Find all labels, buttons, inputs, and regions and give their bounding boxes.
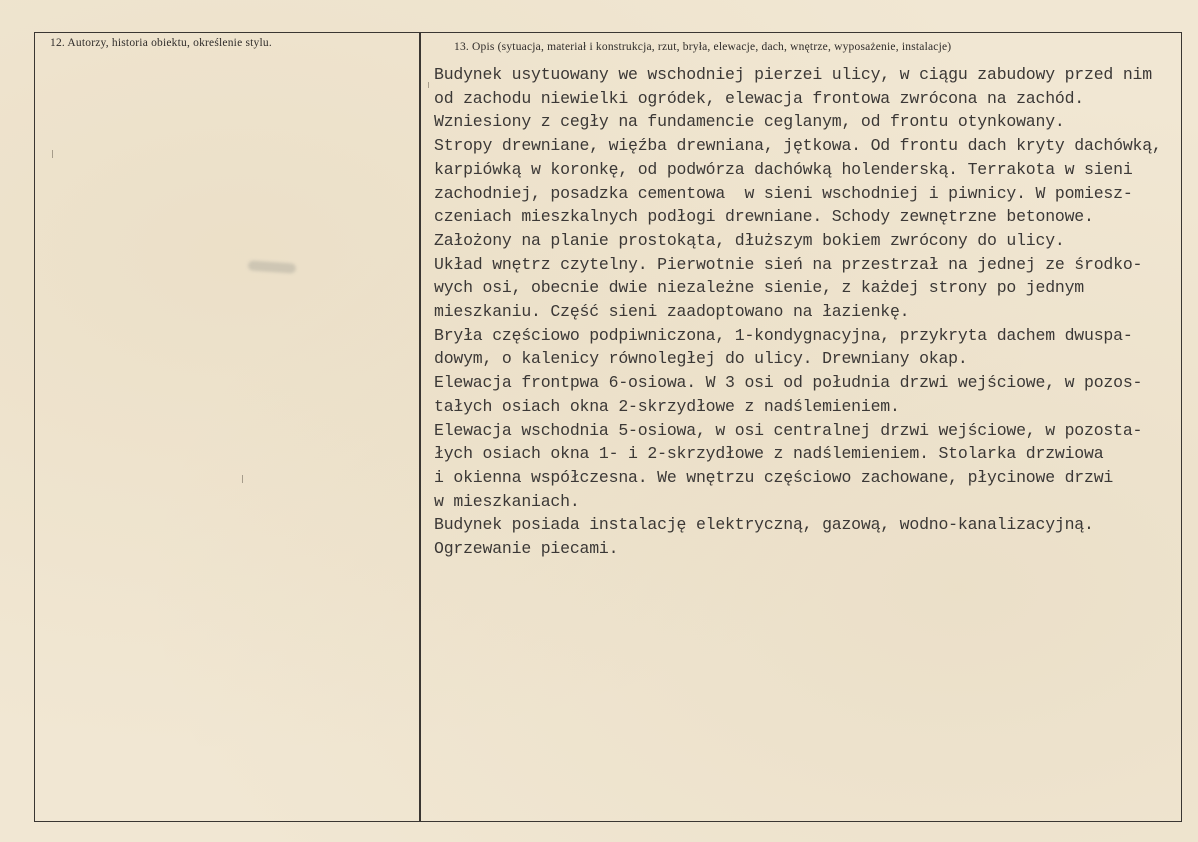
description-line: w mieszkaniach. (434, 491, 580, 511)
section-12-heading: 12. Autorzy, historia obiektu, określenie stylu. (50, 37, 272, 49)
description-line: tałych osiach okna 2-skrzydłowe z nadślemieniem. (434, 396, 900, 416)
description-line: czeniach mieszkalnych podłogi drewniane. Schody zewnętrzne betonowe. (434, 207, 1094, 227)
column-divider (419, 32, 421, 822)
description-line: wych osi, obecnie dwie niezależne sienie, z każdej strony po jednym (434, 278, 1085, 298)
paper-mark (428, 82, 429, 88)
description-line: Ogrzewanie piecami. (434, 539, 619, 559)
description-line: Bryła częściowo podpiwniczona, 1-kondygnacyjna, przykryta dachem dwuspa- (434, 325, 1133, 345)
description-line: od zachodu niewielki ogródek, elewacja frontowa zwrócona na zachód. (434, 88, 1085, 108)
description-line: łych osiach okna 1- i 2-skrzydłowe z nadślemieniem. Stolarka drzwiowa (434, 444, 1104, 464)
description-line: Budynek usytuowany we wschodniej pierzei ulicy, w ciągu zabudowy przed nim (434, 65, 1152, 84)
description-line: Elewacja wschodnia 5-osiowa, w osi centralnej drzwi wejściowe, w pozosta- (434, 420, 1143, 440)
description-line: Układ wnętrz czytelny. Pierwotnie sień na przestrzał na jednej ze środko- (434, 254, 1143, 274)
description-line: karpiówką w koronkę, od podwórza dachówką holenderską. Terrakota w sieni (434, 159, 1133, 179)
paper-mark (52, 150, 53, 158)
description-line: zachodniej, posadzka cementowa w sieni wschodniej i piwnicy. W pomiesz- (434, 183, 1133, 203)
description-line: Wzniesiony z cegły na fundamencie ceglanym, od frontu otynkowany. (434, 112, 1065, 132)
description-line: Stropy drewniane, więźba drewniana, jętkowa. Od frontu dach kryty dachówką, (434, 136, 1162, 156)
description-line: i okienna współczesna. We wnętrzu częściowo zachowane, płycinowe drzwi (434, 467, 1114, 487)
paper-mark (242, 475, 243, 483)
description-line: mieszkaniu. Część sieni zaadoptowano na łazienkę. (434, 302, 910, 322)
description-line: Budynek posiada instalację elektryczną, gazową, wodno-kanalizacyjną. (434, 515, 1094, 535)
description-line: Elewacja frontpwa 6-osiowa. W 3 osi od południa drzwi wejściowe, w pozos- (434, 373, 1143, 393)
description-text (434, 63, 1174, 561)
description-line: Założony na planie prostokąta, dłuższym bokiem zwrócony do ulicy. (434, 230, 1065, 250)
section-13-heading: 13. Opis (sytuacja, materiał i konstrukcja, rzut, bryła, elewacje, dach, wnętrze, wyposażenie, instalacje) (454, 41, 952, 53)
description-line: dowym, o kalenicy równoległej do ulicy. Drewniany okap. (434, 349, 968, 369)
